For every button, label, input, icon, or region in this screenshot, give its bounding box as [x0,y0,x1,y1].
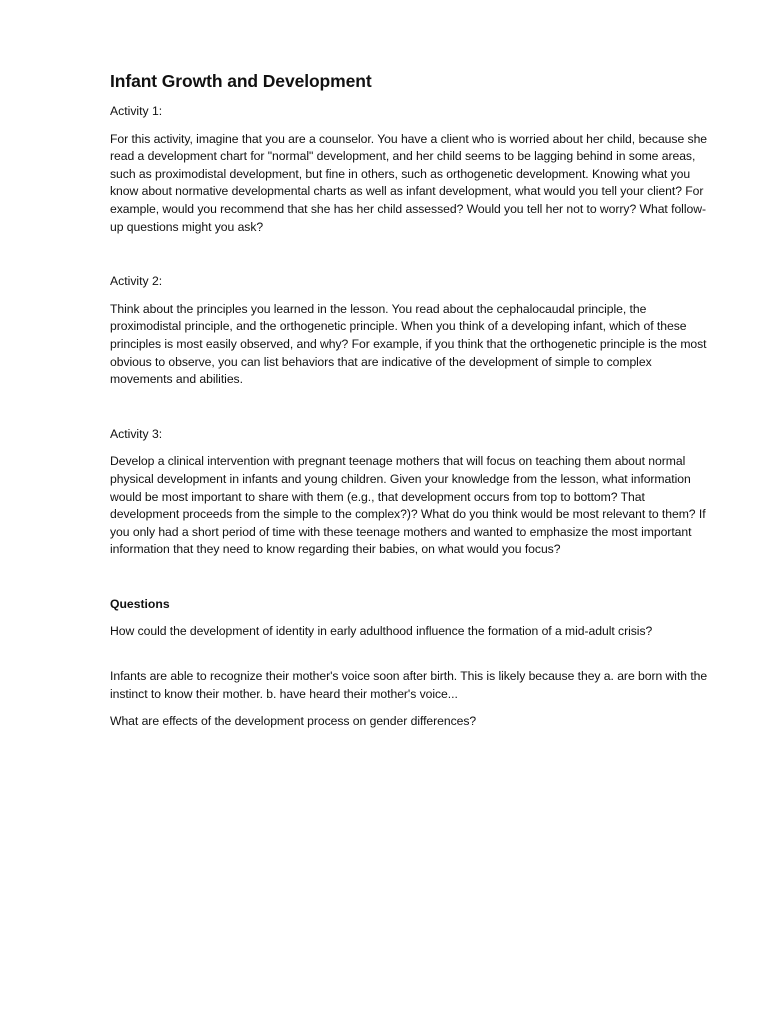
activity-3-label: Activity 3: [110,426,163,441]
activity-2-text: Think about the principles you learned in the lesson. You read about the cephalocaudal principle, the proximodistal principle, and the orthogenetic principle. When you think of a developing infant, which of these principles is most easily observed, and why? For example, if you think that the orthogenetic principle is the most obvious to observe, you can list behaviors that are indicative of the development of simple to complex movements and abilities. [110,301,707,387]
questions-heading: Questions [110,596,170,611]
question-item-1: How could the development of identity in early adulthood influence the formation of a mid-adult crisis? [110,624,653,639]
activity-3-text: Develop a clinical intervention with pregnant teenage mothers that will focus on teaching them about normal physical development in infants and young children. Given your knowledge from the lesson, what information would be most important to share with them (e.g., that development occurs from top to bottom? That development proceeds from the simple to the complex?)? What do you think would be most relevant to them? If you only had a short period of time with these teenage mothers and wanted to emphasize the most important information that they need to know regarding their babies, on what would you focus? [110,454,706,557]
activity-2-label: Activity 2: [110,274,163,289]
document-page [110,70,714,741]
activity-1-text: For this activity, imagine that you are a counselor. You have a client who is worried about her child, because she read a development chart for "normal" development, and her child seems to be lagging behind in some areas, such as proximodistal development, but fine in others, such as orthogenetic development. Knowing what you know about normative developmental charts as well as infant development, what would you tell your client? For example, would you recommend that she has her child assessed? Would you tell her not to worry? What follow-up questions might you ask? [110,131,708,234]
question-item-2: Infants are able to recognize their mother's voice soon after birth. This is likely because they a. are born with the instinct to know their mother. b. have heard their mother's voice... [110,669,708,701]
document-title: Infant Growth and Development [110,71,372,91]
question-item-3: What are effects of the development process on gender differences? [110,714,477,729]
activity-1-label: Activity 1: [110,104,163,118]
